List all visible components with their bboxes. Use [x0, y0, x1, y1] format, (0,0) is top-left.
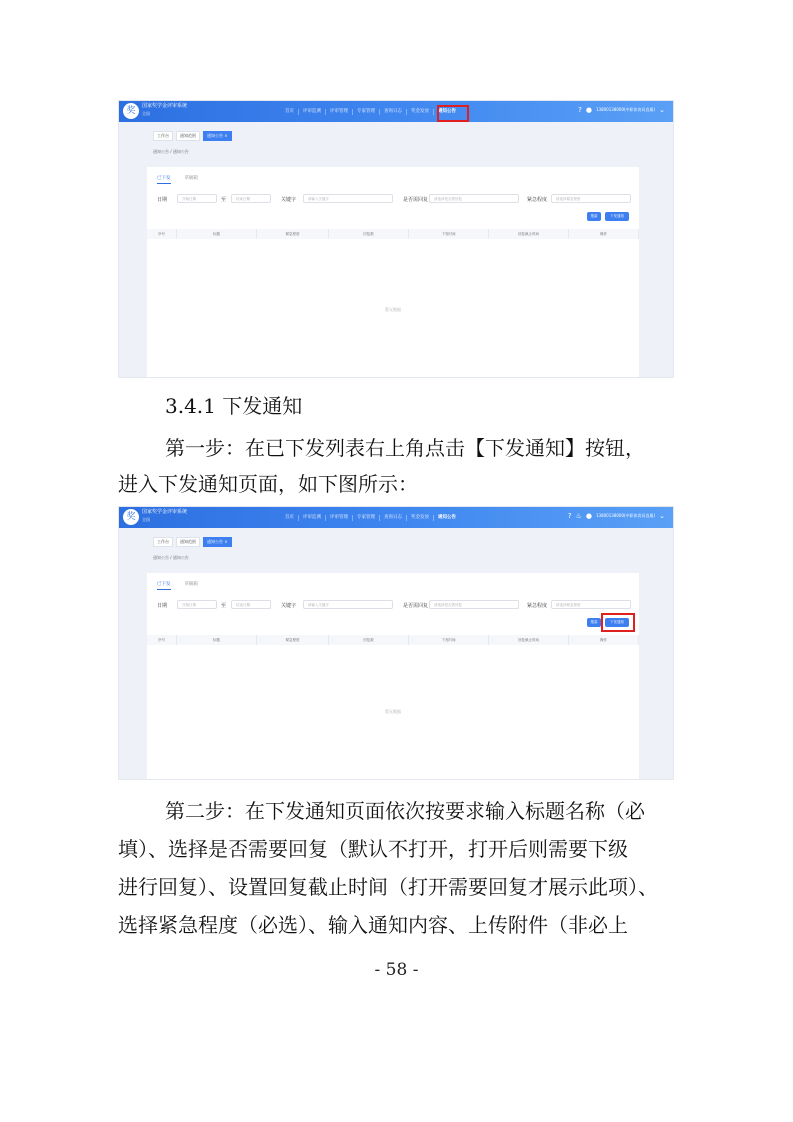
chevron-down-icon[interactable]: ⌄ [659, 106, 665, 114]
nav-notice-highlight [437, 105, 469, 122]
col-issue-time: 下发时间 [409, 635, 489, 645]
nav-home[interactable]: 首页 [281, 109, 299, 115]
reply-label: 是否需回复 [403, 603, 429, 609]
user-icon[interactable]: ● [585, 106, 592, 114]
date-start-input[interactable]: 开始日期 [177, 600, 217, 609]
page-number: - 58 - [374, 960, 419, 980]
step1-line1: 第一步：在已下发列表右上角点击【下发通知】按钮， [165, 436, 645, 460]
date-end-input[interactable]: 结束日期 [231, 600, 271, 609]
nav-review-monitor[interactable]: 评审监测 [299, 515, 326, 521]
step1-line2: 进入下发通知页面，如下图所示： [118, 472, 418, 496]
header-icons [568, 512, 665, 520]
keyword-input[interactable]: 请输入关键字 [303, 600, 393, 609]
reply-select[interactable]: 请选择是否需回复 [429, 600, 519, 609]
tag-workbench[interactable]: 工作台 [153, 537, 173, 547]
tab-drafts[interactable]: 草稿箱 [184, 582, 198, 587]
search-button[interactable]: 搜索 [587, 212, 601, 221]
tabs [157, 581, 198, 590]
nav-fund-issue[interactable]: 奖金发放 [407, 515, 434, 521]
col-title: 标题 [177, 229, 257, 239]
issue-notice-button[interactable]: 下发通知 [605, 618, 629, 627]
step2-line1: 第二步：在下发通知页面依次按要求输入标题名称（必 [165, 799, 645, 823]
step2-line4: 选择紧急程度（必选）、输入通知内容、上传附件（非必上 [118, 913, 628, 937]
main-nav [281, 107, 460, 117]
col-urgency: 紧急程度 [257, 635, 329, 645]
section-heading: 3.4.1 下发通知 [165, 394, 303, 418]
table-header [147, 229, 639, 239]
col-deadline: 回复截止时间 [489, 635, 569, 645]
empty-state: 暂无数据 [385, 307, 401, 312]
col-index: 序号 [147, 229, 177, 239]
user-icon[interactable]: ● [585, 512, 592, 520]
chevron-down-icon[interactable]: ⌄ [659, 512, 665, 520]
tag-notice-scope[interactable]: 通知范围 [176, 131, 200, 141]
page-tags [153, 131, 232, 141]
brand-title: 国家奖学金评审系统 [142, 509, 188, 515]
filter-bar [157, 194, 629, 206]
top-navigation-bar [119, 507, 673, 528]
date-label: 日期 [157, 197, 168, 203]
nav-notice[interactable]: 通知公告 [438, 515, 456, 520]
nav-review-monitor[interactable]: 评审监测 [299, 109, 326, 115]
keyword-label: 关键字 [281, 603, 297, 609]
tab-drafts[interactable]: 草稿箱 [184, 176, 198, 181]
nav-query-log[interactable]: 查询日志 [380, 109, 407, 115]
search-button[interactable]: 搜索 [587, 618, 601, 627]
nav-review-manage[interactable]: 评审管理 [326, 109, 353, 115]
keyword-input[interactable]: 请输入关键字 [303, 194, 393, 203]
brand-subtitle: 全国 [142, 111, 150, 116]
urgency-label: 紧急程度 [527, 603, 548, 609]
content-panel [147, 573, 639, 779]
reply-select[interactable]: 请选择是否需回复 [429, 194, 519, 203]
main-nav [281, 513, 460, 523]
urgency-label: 紧急程度 [527, 197, 548, 203]
urgency-select[interactable]: 请选择紧急程度 [551, 600, 631, 609]
logo-icon: 奖 [123, 103, 139, 119]
date-end-input[interactable]: 结束日期 [231, 194, 271, 203]
breadcrumb: 通知公告 / 通知公告 [153, 149, 189, 154]
issue-notice-button[interactable]: 下发通知 [605, 212, 629, 221]
issue-button-highlight [601, 613, 635, 632]
table-header [147, 635, 639, 645]
nav-expert-manage[interactable]: 专家管理 [353, 515, 380, 521]
col-title: 标题 [177, 635, 257, 645]
logo-icon: 奖 [123, 509, 139, 525]
tag-notice[interactable]: 通知公告 × [203, 537, 232, 547]
screenshot-notice-list [118, 100, 674, 378]
top-navigation-bar [119, 101, 673, 122]
col-actions: 操作 [569, 229, 639, 239]
col-index: 序号 [147, 635, 177, 645]
page-tags [153, 537, 232, 547]
reply-label: 是否需回复 [403, 197, 429, 203]
tag-notice-scope[interactable]: 通知范围 [176, 537, 200, 547]
col-replies: 回复数 [329, 229, 409, 239]
nav-notice[interactable]: 通知公告 [438, 109, 456, 114]
brand [142, 103, 187, 117]
brand-title: 国家奖学金评审系统 [142, 103, 188, 109]
nav-review-manage[interactable]: 评审管理 [326, 515, 353, 521]
col-issue-time: 下发时间 [409, 229, 489, 239]
tab-issued[interactable]: 已下发 [157, 175, 171, 184]
help-icon[interactable]: ? [567, 512, 572, 520]
step2-line3: 进行回复）、设置回复截止时间（打开需要回复才展示此项）、 [118, 875, 658, 899]
user-name[interactable]: 13800138000(中职体育局直属) [596, 107, 656, 112]
urgency-select[interactable]: 请选择紧急程度 [551, 194, 631, 203]
tab-issued[interactable]: 已下发 [157, 581, 171, 590]
date-label: 日期 [157, 603, 168, 609]
nav-home[interactable]: 首页 [281, 515, 299, 521]
tag-workbench[interactable]: 工作台 [153, 131, 173, 141]
header-icons [578, 106, 665, 114]
user-name[interactable]: 13800138000(中职体育局直属) [596, 513, 656, 518]
bell-icon[interactable]: ♨ [575, 512, 582, 520]
breadcrumb: 通知公告 / 通知公告 [153, 555, 189, 560]
col-urgency: 紧急程度 [257, 229, 329, 239]
date-to-label: 至 [221, 197, 227, 203]
col-actions: 操作 [569, 635, 639, 645]
keyword-label: 关键字 [281, 197, 297, 203]
nav-query-log[interactable]: 查询日志 [380, 515, 407, 521]
screenshot-issue-button [118, 506, 674, 780]
brand [142, 509, 187, 523]
empty-state: 暂无数据 [385, 709, 401, 714]
brand-subtitle: 全国 [142, 517, 150, 522]
step2-line2: 填）、选择是否需要回复（默认不打开，打开后则需要下级 [118, 837, 628, 861]
date-start-input[interactable]: 开始日期 [177, 194, 217, 203]
date-to-label: 至 [221, 603, 227, 609]
nav-expert-manage[interactable]: 专家管理 [353, 109, 380, 115]
tag-notice[interactable]: 通知公告 × [203, 131, 232, 141]
help-icon[interactable]: ? [578, 106, 582, 114]
nav-fund-issue[interactable]: 奖金发放 [407, 109, 434, 115]
col-deadline: 回复截止时间 [489, 229, 569, 239]
col-replies: 回复数 [329, 635, 409, 645]
content-panel [147, 167, 639, 377]
filter-bar [157, 600, 629, 612]
tabs [157, 175, 198, 184]
